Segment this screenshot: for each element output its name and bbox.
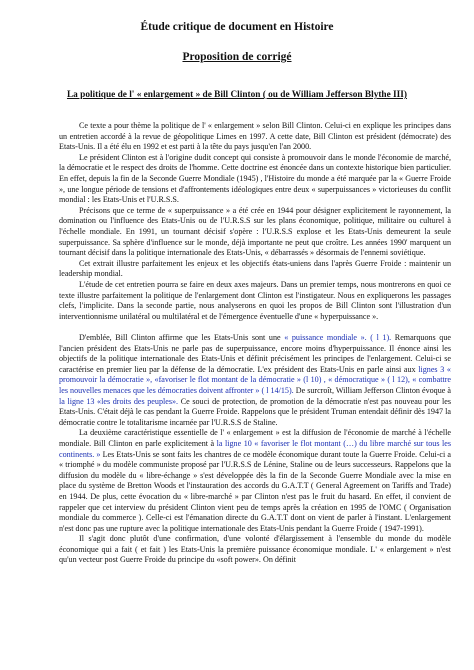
p1-text-c: De surcroît, William Jefferson Clinton évoque à (293, 385, 451, 395)
section-heading (0, 89, 474, 101)
quote-puissance-mondiale: « puissance mondiale ». ( l 1). (284, 333, 392, 342)
intro-paragraph-3: Précisons que ce terme de « superpuissance » a été crée en 1944 pour désigner explicitement le rayonnement, la domination ou l'influence des Etats-Unis ou de l'U.R.S.S sur les plans économique, politique, militaire ou culturel à l'échelle mondiale. En 1991, un tournant décisif s'opère : l'U.R.S.S explose et les Etats-Unis demeurent la seule superpuissance. Sa sphère d'influence sur le monde, déjà importante ne peut que croître. Les années 1990' marquent un tournant décisif dans la politique internationale des Etats-Unis, « débarrassés » désormais de l'ennemi soviétique. (59, 205, 451, 258)
intro-paragraph-1: Ce texte a pour thème la politique de l' « enlargement » selon Bill Clinton. Celui-ci en explique les principes dans un entretien accordé à la revue de géopolitique Limes en 1997. A cette date, Bill Clinton est président (démocrate) des Etats-Unis. Il a été élu en 1992 et est parti à la tête du pays jusqu'en l'an 2000. (59, 121, 451, 152)
document-title: Étude critique de document en Histoire (140, 21, 334, 33)
heading-text: La politique de l' « enlargement » de Bill Clinton ( ou de William Jefferson Blythe III) (66, 90, 408, 100)
p2-text-b: Les Etats-Unis se sont faits les chantres de ce modèle économique durant toute la Guerre Froide. Celui-ci a « triomphé » du modèle communiste proposé par l'U.R.S.S de Lénine, Staline ou de leurs successeurs. Rappelons que la diffusion du modèle du « libre-échange » s'est développée dès la fin de la Seconde Guerre Mondiale avec la mise en place du système de Bretton Woods et l'instauration des accords du G.A.T.T ( General Agreement on Tariffs and Trade) en 1944. De plus, cette évocation du « libre-marché » par Clinton n'est pas le fruit du hasard. En effet, il convient de rappeler que cet interview du président Clinton vient peu de temps après la création en 1995 de l'OMC ( Organisation mondiale du commerce ). Celle-ci est l'émanation directe du G.A.T.T dont on vient de parler à l'instant. L'enlargement n'est donc pas une rupture avec la politique internationale des Etats-Unis pendant la Guerre Froide ( 1947-1991). (59, 449, 452, 533)
document-subtitle (0, 50, 474, 64)
quote-libre-marche: la ligne 10 « favoriser le flot montant (…) du libre marché sur tous les continents. » (59, 438, 451, 459)
p1-text-b: Remarquons que l'ancien président des Etats-Unis ne parle pas de superpuissance, encore moins d'hyperpuissance. Il énonce ainsi les objectifs de la politique internationale des Etats-Unis et définit précisément les principes de l'enlargement. Celui-ci se caractérise en premier lieu par la défense de la démocratie. L'ex président des Etats-Unis en parle ainsi aux (59, 333, 451, 374)
quote-droits-des-peuples: la ligne 13 «les droits des peuples». (59, 396, 179, 406)
intro-paragraph-2: Le président Clinton est à l'origine dudit concept qui consiste à promouvoir dans le monde l'économie de marché, la démocratie et le respect des droits de l'homme. Cette doctrine est énoncée dans un contexte historique bien particulier. En effet, depuis la fin de la Seconde Guerre Mondiale (1945) , l'Histoire du monde a été marquée par la « Guerre Froide », une longue période de tensions et d'affrontements idéologiques entre deux « superpuissances » victorieuses du conflit mondial : les Etats-Unis et l'U.R.S.S. (59, 152, 451, 205)
p1-text-d: Ce souci de protection, de promotion de la démocratie n'est pas nouveau pour les Etats-Unis. C'était déjà le cas pendant la Guerre Froide. Rappelons que le président Truman entendait définir dès 1947 la démocratie contre le totalitarisme incarnée par l'U.R.S.S de Staline. (59, 396, 451, 427)
introduction-section (59, 121, 451, 322)
p1-text-a: D'emblée, Bill Clinton affirme que les Etats-Unis sont une (79, 333, 285, 342)
part1-paragraph-1 (59, 333, 451, 428)
p2-text-a: La deuxième caractéristique essentielle de l' « enlargement » est la diffusion de l'économie de marché à l'échelle mondiale. Bill Clinton en parle explicitement à (59, 428, 451, 448)
intro-paragraph-5: L'étude de cet entretien pourra se faire en deux axes majeurs. Dans un premier temps, nous montrerons en quoi ce texte illustre parfaitement la politique de l'enlargement dont Clinton est l'instigateur. Nous en expliquerons les passages clefs, l'implicite. Dans la seconde partie, nous analyserons en quoi les propos de Bill Clinton sont l'illustration d'un interventionnisme unilatéral ou multilatéral et de l'émergence éventuelle d'une « hyperpuissance ». (59, 279, 451, 321)
quote-democratie-lines: lignes 3 « promouvoir la démocratie », «favoriser le flot montant de la démocratie » (l 10) , « démocratique » ( l 12), « combattre les nouvelles menaces que les démocraties doivent affronter » ( l 14/15). (59, 364, 451, 395)
intro-paragraph-4: Cet extrait illustre parfaitement les enjeux et les objectifs états-uniens dans l'après Guerre Froide : maintenir un leadership mondial. (59, 258, 451, 279)
part1-paragraph-2 (59, 428, 451, 534)
subtitle-text: Proposition de corrigé (182, 51, 292, 63)
part1-paragraph-3: Il s'agit donc plutôt d'une confirmation, d'une volonté d'élargissement à l'ensemble du monde du modèle économique qui a fait ( et fait ) les Etats-Unis la première puissance économique mondiale. L' « enlargement » n'est qu'un vecteur post Guerre Froide du principe du «soft power». On définit (59, 534, 451, 565)
part-one-section (59, 333, 451, 566)
